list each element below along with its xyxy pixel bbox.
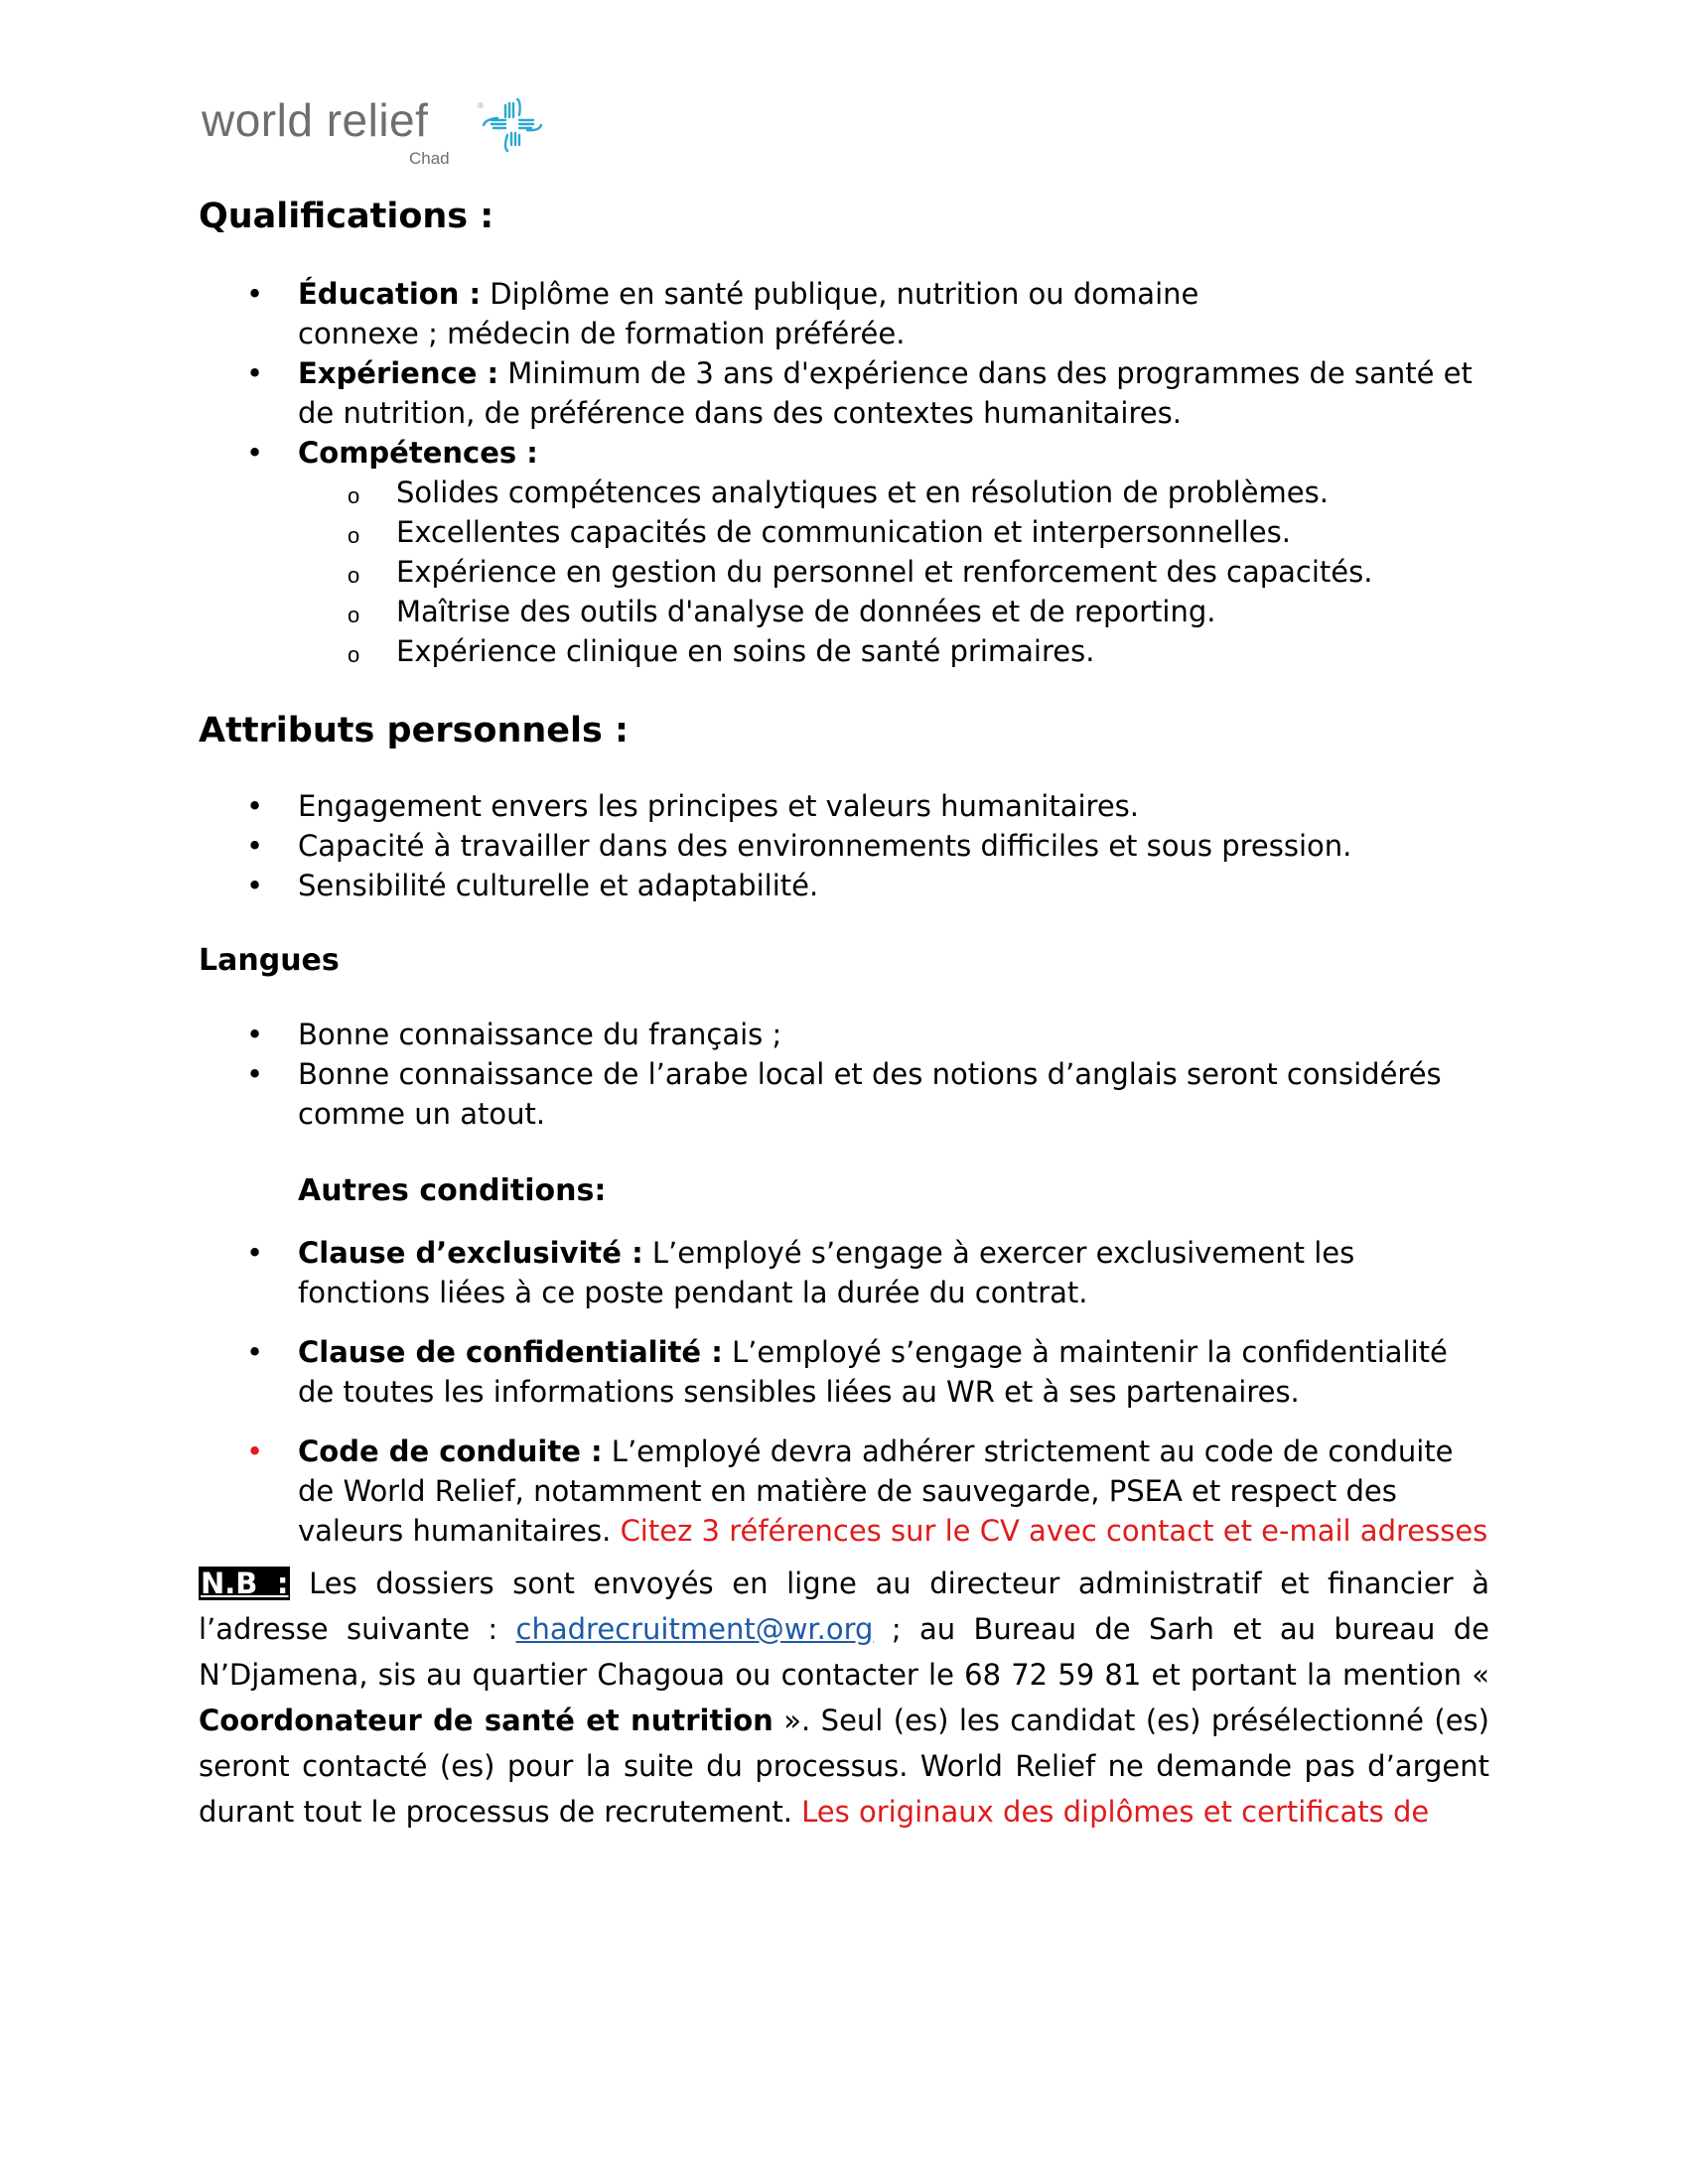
- circle-bullet-icon: o: [348, 523, 360, 548]
- bullet-icon: •: [246, 436, 264, 470]
- languages-list: [199, 1015, 1489, 1134]
- list-item: [199, 274, 1489, 353]
- experience-label: Expérience :: [298, 356, 499, 390]
- logo-wordmark: world relief: [202, 94, 429, 146]
- position-title: Coordonateur de santé et nutrition: [199, 1704, 774, 1737]
- skills-sublist: [199, 473, 1489, 671]
- list-item: [199, 353, 1489, 433]
- note-text-1: Les dossiers sont envoyés en ligne au directeur administratif et financier à l’adresse suivante :: [199, 1567, 1489, 1646]
- note-text-2: ; au Bureau de Sarh et au bureau de N’Djamena, sis au quartier Chagoua ou contacter le 68 72 59 81 et portant la mention «: [199, 1612, 1490, 1692]
- bullet-icon: •: [246, 356, 264, 390]
- list-item: • Sensibilité culturelle et adaptabilité.: [199, 866, 1489, 905]
- circle-bullet-icon: o: [348, 603, 360, 627]
- list-item: [199, 1432, 1489, 1551]
- bullet-icon: •: [246, 1236, 264, 1270]
- sub-list-item: o Excellentes capacités de communication et interpersonnelles.: [199, 512, 1489, 552]
- circle-bullet-icon: o: [348, 483, 360, 508]
- sub-list-item: o Expérience clinique en soins de santé primaires.: [199, 631, 1489, 671]
- education-label: Éducation :: [298, 277, 482, 311]
- bullet-icon: •: [246, 829, 264, 863]
- sub-list-item: o Maîtrise des outils d'analyse de données et de reporting.: [199, 592, 1489, 631]
- list-item: [199, 1332, 1489, 1412]
- note-paragraph: [199, 1561, 1489, 1835]
- bullet-icon: •: [246, 789, 264, 823]
- other-conditions-list: [199, 1233, 1489, 1551]
- list-item: • Capacité à travailler dans des environnements difficiles et sous pression.: [199, 826, 1489, 866]
- circle-bullet-icon: o: [348, 642, 360, 667]
- red-bullet-icon: •: [246, 1434, 264, 1468]
- bullet-icon: •: [246, 1057, 264, 1091]
- originals-note: Les originaux des diplômes et certificats de: [801, 1795, 1430, 1829]
- registered-mark: ®: [478, 101, 484, 110]
- exclusivity-label: Clause d’exclusivité :: [298, 1236, 643, 1270]
- sub-list-item: o Expérience en gestion du personnel et renforcement des capacités.: [199, 552, 1489, 592]
- bullet-icon: •: [246, 277, 264, 311]
- attributes-heading: Attributs personnels :: [199, 711, 630, 751]
- exclusivity-text: L’employé s’engage à exercer exclusivement les fonctions liées à ce poste pendant la durée du contrat.: [298, 1236, 1355, 1309]
- code-of-conduct-label: Code de conduite :: [298, 1434, 603, 1468]
- confidentiality-label: Clause de confidentialité :: [298, 1335, 723, 1369]
- list-item: [199, 1233, 1489, 1312]
- languages-heading: Langues: [199, 943, 340, 978]
- nb-badge: N.B :: [201, 1567, 289, 1600]
- document-body: [199, 195, 1489, 1863]
- bullet-icon: •: [246, 1335, 264, 1369]
- world-relief-mark-icon: [482, 95, 543, 153]
- code-of-conduct-text: L’employé devra adhérer strictement au code de conduite de World Relief, notamment en matière de sauvegarde, PSEA et respect des valeurs humanitaires.: [298, 1434, 1454, 1548]
- confidentiality-text: L’employé s’engage à maintenir la confidentialité de toutes les informations sensibles liées au WR et à ses partenaires.: [298, 1335, 1448, 1409]
- education-text: Diplôme en santé publique, nutrition ou domaine connexe ; médecin de formation préférée.: [298, 277, 1199, 350]
- attributes-list: [199, 786, 1489, 905]
- world-relief-logo: [202, 95, 559, 175]
- qualifications-list: [199, 274, 1489, 473]
- list-item: [199, 433, 1489, 473]
- experience-text: Minimum de 3 ans d'expérience dans des programmes de santé et de nutrition, de préférence dans des contextes humanitaires.: [298, 356, 1473, 430]
- references-note: Citez 3 références sur le CV avec contact et e-mail adresses: [620, 1514, 1488, 1548]
- note-text-3: ». Seul (es) les candidat (es) présélectionné (es) seront contacté (es) pour la suite du processus. World Relief ne demande pas d’argent durant tout le processus de recrutement.: [199, 1704, 1489, 1829]
- bullet-icon: •: [246, 869, 264, 902]
- recruitment-email-link[interactable]: chadrecruitment@wr.org: [515, 1612, 874, 1646]
- list-item: • Bonne connaissance du français ;: [199, 1015, 1489, 1054]
- list-item: • Engagement envers les principes et valeurs humanitaires.: [199, 786, 1489, 826]
- bullet-icon: •: [246, 1018, 264, 1051]
- other-conditions-heading: Autres conditions:: [298, 1173, 607, 1208]
- skills-label: Compétences :: [298, 436, 538, 470]
- sub-list-item: o Solides compétences analytiques et en résolution de problèmes.: [199, 473, 1489, 512]
- qualifications-heading: Qualifications :: [199, 197, 494, 236]
- circle-bullet-icon: o: [348, 563, 360, 588]
- logo-subtitle: Chad: [409, 149, 450, 168]
- list-item: • Bonne connaissance de l’arabe local et des notions d’anglais seront considérés comme un atout.: [199, 1054, 1489, 1134]
